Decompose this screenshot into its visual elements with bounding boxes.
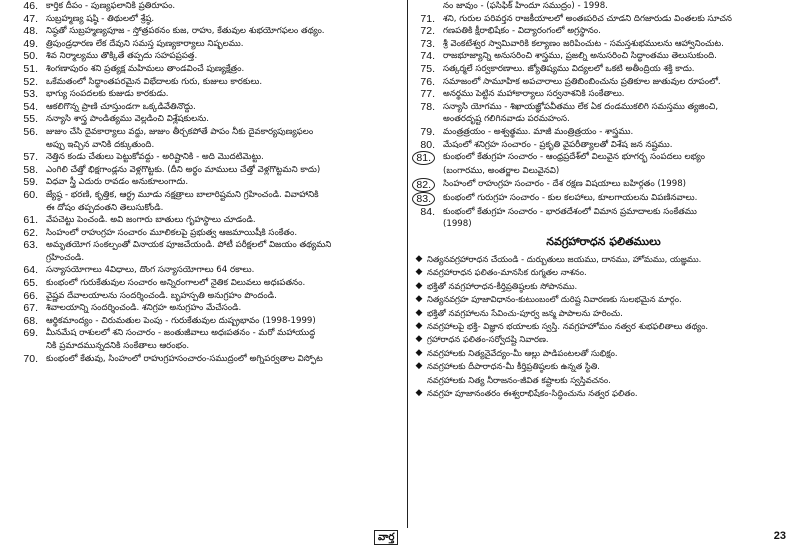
item-number: 54.	[23, 100, 38, 113]
bullet-text: గ్రహారాధన ఫలితం-సర్వోదష్టి నివారణ.	[427, 334, 549, 345]
item-text: వైష్ణవ దేవాలయాలను సందర్శించండి. బృహస్పతి అనుగ్రహం పొందండి.	[46, 290, 277, 301]
bullet-text: భక్తితో నవగ్రహారాధన-కీర్తిప్రతిష్ఠలకు సోపానము.	[427, 280, 578, 291]
bullet-item	[411, 307, 796, 320]
item-text: కార్తిక దీపం - పుణ్యఫలానికి ప్రతిరూపం.	[46, 1, 176, 11]
item-number: 73.	[420, 37, 435, 50]
item-number: 60.	[23, 188, 38, 201]
item-number: 64.	[23, 264, 38, 277]
bullet-text: నవగ్రహాలకు దీపారాధన-మీ కీర్తిప్రతిష్ఠలకు ఉన్నత స్థితి.	[427, 361, 600, 372]
publisher-logo: వార్త	[374, 530, 398, 545]
item-number: 48.	[23, 25, 38, 38]
item-number: 59.	[23, 176, 38, 189]
list-item	[0, 164, 408, 177]
bullet-item	[411, 333, 796, 346]
list-item	[411, 25, 796, 38]
item-number: 83.	[411, 192, 443, 206]
item-text: సుబ్రహ్మణ్య షష్ఠి - తిథులలో శ్రేష్ఠ.	[46, 13, 155, 24]
item-number: 52.	[23, 75, 38, 88]
item-number: 62.	[23, 226, 38, 239]
bullet-list	[411, 253, 796, 400]
right-numbered-list	[411, 0, 796, 231]
list-item	[0, 101, 408, 114]
column-divider	[407, 0, 408, 528]
item-text: కుంభంలో గురుగ్రహ సంచారం - కుల కలహాలు, కూలగాయలను విపణినవాలు.	[443, 192, 698, 203]
list-item	[0, 25, 408, 38]
bullet-text: నవగ్రహాలకు నిత్యనైవేద్యం-మీ ఆల్లు పాడిపంటలతో సుభిక్షం.	[427, 347, 618, 358]
item-number: 58.	[23, 163, 38, 176]
list-item	[411, 13, 796, 26]
bullet-text: నవగ్రహాలపై భక్తి- విజ్ఞాన భయాలకు స్వస్తి. నవగ్రహహోమం నత్వర శుభఫలితాలు తథ్యం.	[427, 320, 708, 331]
item-number: 46.	[23, 0, 38, 12]
list-item	[0, 277, 408, 290]
item-text: జుజుం చేసి దైవకార్యాలు వద్దు, జుజుం తీర్చకపోతే పాపం నీకు దైవకార్యపుణ్యఫలం	[46, 126, 314, 137]
item-number: 68.	[23, 314, 38, 327]
item-number: 51.	[23, 62, 38, 75]
item-text-continuation: (బంగారము, అంతర్జాల విలువైనవి)	[443, 166, 560, 177]
item-text-continuation: నికి ప్రమాదమున్నదనికి సంకేతాలు ఆరంభం.	[46, 341, 190, 352]
bullet-text: నవగ్రహారాధన ఫలితం-మానసిక రుగ్మతల నాశనం.	[427, 267, 587, 278]
item-text: ఒకేమతంలో సిద్ధాంతపరమైన విభేదాలకు గురు, కుజులు కారకులు.	[46, 76, 263, 87]
item-text-continuation: అంతరదృష్ట గలిగినవాడు పరమహంస.	[443, 114, 570, 125]
item-number: 81.	[411, 151, 443, 165]
list-item	[0, 13, 408, 26]
item-text: ఆర్థికమాంద్యం - చిరుమతుల పెంపు - గురుకేతువుల దుష్ప్రభావం (1998-1999)	[46, 315, 316, 326]
diamond-bullet-icon: ◆	[415, 347, 423, 358]
item-text: కుంభంలో కేతుగ్రహ సంచారం - భారతదేశంలో విమాన ప్రమాదాలకు సంకేతము	[443, 206, 697, 217]
item-text: మంత్రత్రయం - అశ్వత్థము. మాజీ మంత్రిత్రయం - శాస్త్రము.	[443, 126, 634, 137]
item-number: 63.	[23, 239, 38, 252]
list-item	[411, 50, 796, 63]
item-text: శివ నిర్మాల్యము తొక్కితే తప్పదు సహపప్రపత్త.	[46, 51, 198, 62]
list-item	[411, 151, 796, 165]
item-number: 57.	[23, 151, 38, 164]
item-text: నిష్ఠతో సుబ్రహ్మణ్యపూజ - స్తోత్రపఠనం కుజ, రాహు, కేతువుల శుభయోగఫలం తథ్యం.	[46, 26, 325, 37]
item-text: కుంభంలో కేతువు, సింహంలో రాహుగ్రహసంచారం-సముద్రంలో అగ్నిపర్వతాల విస్ఫోట	[46, 353, 323, 364]
bullet-item	[411, 266, 796, 279]
item-text: ఎంగిలి చేత్తో భిక్షగాండ్లను వెళ్లగొట్టకు. (దీని అర్థం మాములు చేత్తో వెళ్లగొట్టమని కాదు)	[46, 164, 321, 175]
item-number: 80.	[420, 138, 435, 151]
item-text-continuation: అప్పు ఇచ్చిన వానికి దక్కుతుంది.	[46, 139, 155, 150]
diamond-bullet-icon: ◆	[415, 267, 423, 278]
left-column	[0, 0, 408, 365]
list-item	[0, 113, 408, 126]
item-text: సింహంలో రాహుగ్రహ సంచారం మూలికలపై ప్రభుత్వ ఆజమాయిషీకి సంకేతం.	[46, 227, 298, 238]
item-number: 50.	[23, 50, 38, 63]
list-item	[411, 126, 796, 139]
item-text: విధవా స్త్రీ ఎదురు రావడం అనుకూలంగాదు.	[46, 177, 189, 188]
list-item	[0, 126, 408, 139]
item-number: 67.	[23, 302, 38, 315]
item-number: 47.	[23, 12, 38, 25]
diamond-bullet-icon: ◆	[415, 334, 423, 345]
diamond-bullet-icon: ◆	[415, 307, 423, 318]
item-text: శివాలయాన్ని సందర్శించండి. శనిగ్రహ అనుగ్రహం మేచేసండి.	[46, 303, 242, 314]
item-text: రాజభూజ్యాన్ని అనుసరించి శాస్త్రము, ప్రజల్ని అనుసరించి సిద్ధాంతము తెలుసుకుంది.	[443, 51, 717, 62]
item-number: 72.	[420, 25, 435, 38]
item-number: 66.	[23, 289, 38, 302]
item-text: నన్యాసి శాస్త్ర పాండిత్యము వెల్లడించి విశ్లేషకులను.	[46, 114, 209, 125]
list-item	[0, 151, 408, 164]
item-number: 74.	[420, 50, 435, 63]
list-item	[0, 353, 408, 366]
list-item	[411, 63, 796, 76]
item-text: భాగ్యు సంపదలకు కుజుడు కారకుడు.	[46, 89, 169, 100]
bullet-item	[411, 320, 796, 333]
item-text: శ్రీ వెంకటేశ్వర స్వామివారికి కల్యాణం జరిపించుట - సమస్తశుభములను ఆహ్వానించుట.	[443, 38, 724, 49]
item-text: నం జావుం - (ఫసిఫిక్ హిందూ సముద్రం) - 1998.	[443, 1, 608, 11]
list-item	[411, 178, 796, 192]
list-item	[411, 38, 796, 51]
item-number: 55.	[23, 113, 38, 126]
list-item	[0, 214, 408, 227]
item-number: 61.	[23, 214, 38, 227]
list-item	[0, 189, 408, 202]
list-item	[0, 88, 408, 101]
item-number: 75.	[420, 62, 435, 75]
bullet-item	[411, 280, 796, 293]
item-text: కుంభంలో గురుకేతువుల సంచారం అన్నిరంగాలలో నైతిక విలువలు అధఃపతనం.	[46, 278, 306, 289]
item-text: మీనమేష రాశులలో శని సంచారం - జంతుజీవాలు అధఃపతనం - మరో మహాయుద్ధ	[46, 328, 316, 339]
right-column	[411, 0, 796, 400]
item-text: జ్యేష్ఠ - భరణి, కృత్తిక, ఆర్ద్ర మూడు నక్షత్రాలు బాలారిష్టమని గ్రహించండి. వివాహానికి	[46, 189, 319, 200]
bullet-text-continuation: నవగ్రహాలకు నిత్య నీరాజనం-జీవిత కష్టాలకు స్వస్తివచనం.	[427, 374, 611, 385]
item-number: 65.	[23, 277, 38, 290]
item-text: త్రిపుండ్రధారణ లేక దేవుని సమస్త పుణ్యకార్యాలు నిష్ఫలము.	[46, 38, 244, 49]
bullet-text: నవగ్రహ పూజానంతరం ఈశ్వరాభిషేకం-సిద్ధించును నత్వర ఫలితం.	[427, 387, 638, 398]
item-number: 49.	[23, 37, 38, 50]
list-item	[0, 290, 408, 303]
list-item	[0, 327, 408, 340]
bullet-text: భక్తితో నవగ్రహాలను సేవించు-పూర్వ జన్మ పాపాలను హరించు.	[427, 307, 623, 318]
item-number: 77.	[420, 88, 435, 101]
item-text: సన్యాసయోగాలు 4విధాలు, దొంగ సన్యాసయోగాలు 64 రకాలు.	[46, 265, 255, 276]
item-text: కుంభంలో కేతుగ్రహ సంచారం - ఆంధ్రప్రదేశ్‌లో విలువైన భూగర్భ సంపదలు లభ్యం	[443, 152, 705, 163]
item-text: సింహంలో రాహుగ్రహ సంచారం - దేశ రక్షణ విషయాలు బహిర్గతం (1998)	[443, 178, 687, 189]
list-item	[0, 38, 408, 51]
item-text: శింగణాపురం శని ప్రత్యక్ష మహిమలు తాండవించే పుణ్యక్షేత్రం.	[46, 63, 245, 74]
item-text: అనర్థము పెట్టిన మహాకార్యాలు సర్వనాశనికి సంకేతాలు.	[443, 89, 625, 100]
list-item	[0, 176, 408, 189]
diamond-bullet-icon: ◆	[415, 361, 423, 372]
section-title: నవగ్రహారాధన ఫలితములు	[546, 234, 661, 248]
bullet-text: నిత్యనవగ్రహారాధన చేయండి - దుర్బుతులు జయము, దానము, హోమము, యజ్ఞము.	[427, 253, 702, 264]
list-item	[411, 88, 796, 101]
diamond-bullet-icon: ◆	[415, 253, 423, 264]
list-item	[0, 264, 408, 277]
diamond-bullet-icon: ◆	[415, 280, 423, 291]
item-text: గణపతికి క్షీరాభిషేకం - విద్యారంగంలో అగ్రస్థానం.	[443, 26, 601, 37]
item-text-continuation: ఈ దోషం తప్పదంతని తెలుసుకోండి.	[46, 202, 164, 213]
item-number: 82.	[411, 178, 443, 192]
item-text: వేపచెట్టు పెంచండి. అవి జంగారు బాతులు గృహస్థాలు చూడండి.	[46, 215, 256, 226]
list-item	[0, 63, 408, 76]
bullet-item	[411, 387, 796, 400]
list-item	[0, 239, 408, 252]
list-item	[0, 0, 408, 13]
item-number: 53.	[23, 88, 38, 101]
item-number: 76.	[420, 75, 435, 88]
item-text: అమృతయోగ సంకల్పంతో వినాయక పూజచేయండి. పోటీ పరీక్షలలో విజయం తథ్యమని	[46, 240, 332, 251]
diamond-bullet-icon: ◆	[415, 320, 423, 331]
list-item	[0, 50, 408, 63]
item-number: 71.	[420, 12, 435, 25]
item-number: 69.	[23, 327, 38, 340]
list-item	[0, 76, 408, 89]
list-item	[411, 206, 796, 219]
item-text: శని, గురుల పరివర్తన రాజకీయాలలో అంతఃపరిచ చూడని దిగజారుడు వింతలకు సూచన	[443, 13, 732, 24]
item-text: సత్కర్మలే సర్వకారణాలు. జ్యోతిష్యము విద్యలలో ఒకటి అతీంద్రియ శక్తి కాదు.	[443, 63, 695, 74]
item-text: మేషంలో శనిగ్రహ సంచారం - ప్రకృతి వైపరీత్యాలతో విశేష జన నష్టము.	[443, 139, 673, 150]
bullet-item	[411, 347, 796, 360]
item-number: 84.	[420, 205, 435, 218]
list-item	[0, 315, 408, 328]
item-number: 78.	[420, 100, 435, 113]
bullet-text: నిత్యనవగ్రహ పూజావిధానం-కుటుంబంలో దురిష్ట నివారణకు సులభమైన మార్గం.	[427, 294, 682, 305]
item-text: సన్యాసి యోగము - శిఖాయజ్ఞోపవీతము లేక ఏక దండముకలిగి సమస్తము త్యజించి,	[443, 101, 719, 112]
page-number: 23	[773, 530, 786, 542]
list-item	[411, 0, 796, 13]
bullet-item	[411, 293, 796, 306]
item-number: 56.	[23, 125, 38, 138]
item-text: నెత్తిన కండు చేతులు పెట్టుకోవద్దు - అరిష్టానికి - అది మొదటిమెట్టు.	[46, 152, 264, 163]
item-text: ఆకలిగొన్న ప్రాణి చూస్తుండగా ఒక్కడివేతినొద్దు.	[46, 101, 196, 112]
item-number: 79.	[420, 125, 435, 138]
diamond-bullet-icon: ◆	[415, 294, 423, 305]
list-item	[0, 227, 408, 240]
list-item	[411, 76, 796, 89]
list-item	[411, 139, 796, 152]
list-item	[411, 101, 796, 114]
item-text: సమాజంలో సామూహిక అపచారాలు ప్రతిబింబించును ప్రతికూల జుతువుల రూపంలో.	[443, 76, 721, 87]
item-text-continuation: (1998)	[443, 219, 472, 230]
diamond-bullet-icon: ◆	[415, 387, 423, 398]
item-text-continuation: గ్రహించండి.	[46, 252, 85, 263]
item-number: 70.	[23, 352, 38, 365]
bullet-item	[411, 253, 796, 266]
list-item	[0, 302, 408, 315]
list-item	[411, 192, 796, 206]
bullet-item	[411, 360, 796, 373]
